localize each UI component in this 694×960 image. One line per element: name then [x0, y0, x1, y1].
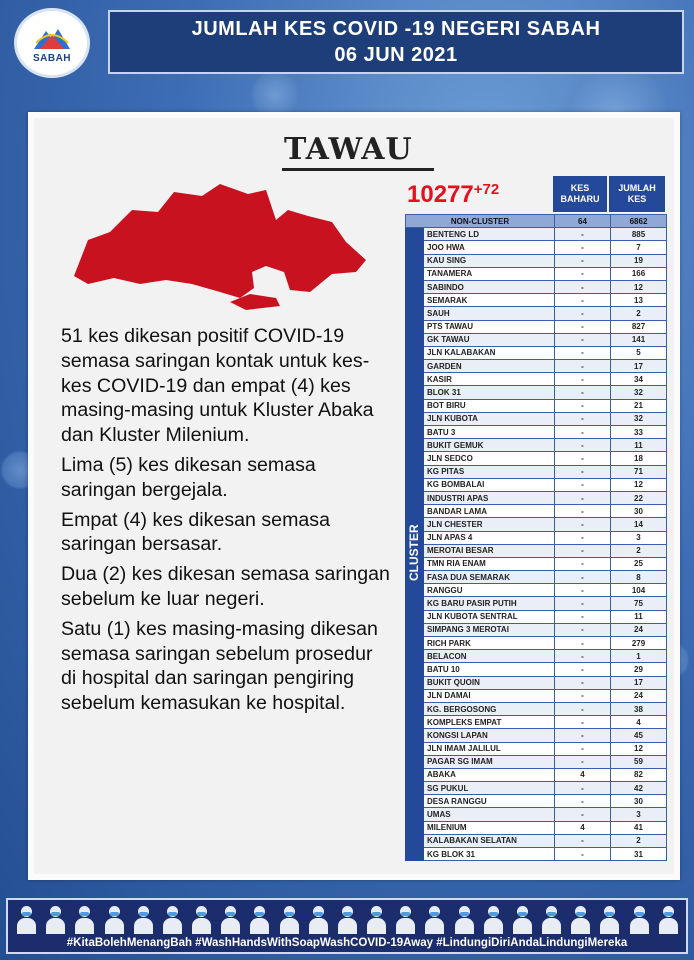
- cluster-row: [406, 518, 667, 531]
- row-new: 4: [555, 768, 611, 781]
- cluster-row: [406, 729, 667, 742]
- page-header: [108, 10, 684, 74]
- row-name: KG BOMBALAI: [424, 478, 555, 491]
- row-name: SEMARAK: [424, 294, 555, 307]
- row-new: -: [555, 571, 611, 584]
- person-icon: [337, 904, 357, 934]
- row-name: KAU SING: [424, 254, 555, 267]
- row-total: 885: [611, 228, 667, 241]
- row-total: 38: [611, 702, 667, 715]
- cluster-row: [406, 505, 667, 518]
- row-new: -: [555, 755, 611, 768]
- row-total: 24: [611, 689, 667, 702]
- cluster-row: [406, 597, 667, 610]
- row-name: KASIR: [424, 373, 555, 386]
- cluster-row: [406, 571, 667, 584]
- sabah-health-logo: [14, 8, 90, 78]
- cluster-row: [406, 795, 667, 808]
- row-total: 32: [611, 412, 667, 425]
- row-total: 33: [611, 426, 667, 439]
- person-icon: [570, 904, 590, 934]
- row-total: 2: [611, 544, 667, 557]
- row-new: -: [555, 478, 611, 491]
- row-new: -: [555, 557, 611, 570]
- cluster-row: [406, 294, 667, 307]
- row-total: 25: [611, 557, 667, 570]
- row-total: 45: [611, 729, 667, 742]
- row-name: KOMPLEKS EMPAT: [424, 716, 555, 729]
- page-date: 06 JUN 2021: [334, 44, 458, 66]
- cluster-row: [406, 584, 667, 597]
- district-title: TAWAU: [284, 132, 413, 167]
- row-name: JLN CHESTER: [424, 518, 555, 531]
- cluster-row: [406, 399, 667, 412]
- hashtags: #KitaBolehMenangBah #WashHandsWithSoapWashCOVID-19Away #LindungiDiriAndaLindungiMereka: [66, 937, 628, 949]
- description-paragraph: Dua (2) kes dikesan semasa saringan sebelum ke luar negeri.: [61, 563, 390, 610]
- sabah-health-logo-icon: [30, 23, 74, 53]
- row-name: PAGAR SG IMAM: [424, 755, 555, 768]
- row-total: 13: [611, 294, 667, 307]
- total-cases: [407, 181, 499, 209]
- row-new: -: [555, 650, 611, 663]
- cluster-row: [406, 689, 667, 702]
- row-new: -: [555, 544, 611, 557]
- row-name: TMN RIA ENAM: [424, 557, 555, 570]
- cluster-row: [406, 742, 667, 755]
- row-new: -: [555, 426, 611, 439]
- person-icon: [483, 904, 503, 934]
- row-name: SAUH: [424, 307, 555, 320]
- row-total: 30: [611, 505, 667, 518]
- case-description: [61, 324, 391, 721]
- row-name: RANGGU: [424, 584, 555, 597]
- row-name: KALABAKAN SELATAN: [424, 834, 555, 847]
- non-cluster-row: [406, 215, 667, 228]
- row-total: 19: [611, 254, 667, 267]
- row-name: KG PITAS: [424, 465, 555, 478]
- person-icon: [104, 904, 124, 934]
- row-new: -: [555, 676, 611, 689]
- row-name: JLN KUBOTA SENTRAL: [424, 610, 555, 623]
- cluster-row: [406, 676, 667, 689]
- page-title: JUMLAH KES COVID -19 NEGERI SABAH: [191, 18, 601, 40]
- row-total: 6862: [611, 215, 667, 228]
- row-total: 21: [611, 399, 667, 412]
- cluster-row: [406, 557, 667, 570]
- cluster-row: [406, 412, 667, 425]
- row-name: INDUSTRI APAS: [424, 491, 555, 504]
- row-new: -: [555, 491, 611, 504]
- person-icon: [249, 904, 269, 934]
- cluster-row: [406, 531, 667, 544]
- row-new: -: [555, 702, 611, 715]
- row-name: JOO HWA: [424, 241, 555, 254]
- row-total: 31: [611, 848, 667, 861]
- row-new: -: [555, 848, 611, 861]
- row-total: 12: [611, 742, 667, 755]
- row-name: BATU 10: [424, 663, 555, 676]
- row-name: BENTENG LD: [424, 228, 555, 241]
- row-total: 7: [611, 241, 667, 254]
- cluster-row: [406, 307, 667, 320]
- footer-banner: [6, 898, 688, 954]
- row-total: 75: [611, 597, 667, 610]
- cluster-row: [406, 491, 667, 504]
- row-new: -: [555, 452, 611, 465]
- row-new: -: [555, 610, 611, 623]
- frontliners-silhouette-icon: [16, 902, 678, 934]
- row-new: -: [555, 795, 611, 808]
- person-icon: [16, 904, 36, 934]
- row-total: 17: [611, 676, 667, 689]
- cluster-row: [406, 848, 667, 861]
- row-new: -: [555, 531, 611, 544]
- row-name: NON-CLUSTER: [406, 215, 555, 228]
- row-new: -: [555, 584, 611, 597]
- row-new: -: [555, 439, 611, 452]
- row-name: UMAS: [424, 808, 555, 821]
- cluster-row: [406, 386, 667, 399]
- person-icon: [220, 904, 240, 934]
- row-total: 59: [611, 755, 667, 768]
- cluster-row: [406, 241, 667, 254]
- cluster-row: [406, 426, 667, 439]
- person-icon: [162, 904, 182, 934]
- row-name: JLN DAMAI: [424, 689, 555, 702]
- row-name: KG BLOK 31: [424, 848, 555, 861]
- description-paragraph: 51 kes dikesan positif COVID-19 semasa saringan kontak untuk kes-kes COVID-19 dan empat (4) kes masing-masing untuk Kluster Abaka dan Kluster Milenium.: [61, 325, 374, 447]
- cluster-row: [406, 716, 667, 729]
- logo-text: SABAH: [32, 52, 72, 64]
- row-name: KG BARU PASIR PUTIH: [424, 597, 555, 610]
- cluster-label: CLUSTER: [407, 524, 421, 582]
- cluster-row: [406, 254, 667, 267]
- row-new: -: [555, 360, 611, 373]
- row-total: 11: [611, 439, 667, 452]
- row-name: BANDAR LAMA: [424, 505, 555, 518]
- cluster-row: [406, 821, 667, 834]
- row-total: 827: [611, 320, 667, 333]
- cluster-row: [406, 650, 667, 663]
- row-name: FASA DUA SEMARAK: [424, 571, 555, 584]
- row-new: -: [555, 663, 611, 676]
- row-total: 4: [611, 716, 667, 729]
- row-name: JLN IMAM JALILUL: [424, 742, 555, 755]
- row-name: BUKIT QUOIN: [424, 676, 555, 689]
- row-total: 41: [611, 821, 667, 834]
- cluster-row: [406, 478, 667, 491]
- cluster-row: [406, 637, 667, 650]
- header-line: BAHARU: [560, 194, 600, 204]
- cluster-row: [406, 768, 667, 781]
- person-icon: [45, 904, 65, 934]
- description-paragraph: Empat (4) kes dikesan semasa saringan bersasar.: [61, 508, 330, 556]
- row-new: -: [555, 808, 611, 821]
- person-icon: [454, 904, 474, 934]
- cluster-row: [406, 439, 667, 452]
- cluster-row: [406, 452, 667, 465]
- row-total: 34: [611, 373, 667, 386]
- row-new: -: [555, 505, 611, 518]
- row-total: 104: [611, 584, 667, 597]
- row-total: 29: [611, 663, 667, 676]
- row-new: -: [555, 373, 611, 386]
- cluster-row: [406, 280, 667, 293]
- row-new: -: [555, 729, 611, 742]
- cluster-row: [406, 228, 667, 241]
- row-total: 1: [611, 650, 667, 663]
- row-name: GARDEN: [424, 360, 555, 373]
- row-name: JLN KALABAKAN: [424, 346, 555, 359]
- row-new: -: [555, 386, 611, 399]
- row-total: 2: [611, 834, 667, 847]
- cluster-row: [406, 755, 667, 768]
- total-cases-header: [609, 176, 665, 212]
- row-name: BATU 3: [424, 426, 555, 439]
- row-total: 141: [611, 333, 667, 346]
- cluster-row: [406, 702, 667, 715]
- person-icon: [74, 904, 94, 934]
- row-name: ABAKA: [424, 768, 555, 781]
- row-total: 14: [611, 518, 667, 531]
- person-icon: [424, 904, 444, 934]
- total-value: 10277: [407, 181, 474, 208]
- row-name: TANAMERA: [424, 267, 555, 280]
- description-paragraph: Satu (1) kes masing-masing dikesan semasa saringan sebelum prosedur di hospital dan saringan pengiring sebelum kemasukan ke hospital.: [61, 617, 378, 715]
- row-total: 71: [611, 465, 667, 478]
- row-name: KONGSI LAPAN: [424, 729, 555, 742]
- row-name: SABINDO: [424, 280, 555, 293]
- row-new: -: [555, 834, 611, 847]
- person-icon: [308, 904, 328, 934]
- person-icon: [133, 904, 153, 934]
- row-new: -: [555, 689, 611, 702]
- person-icon: [512, 904, 532, 934]
- row-name: PTS TAWAU: [424, 320, 555, 333]
- person-icon: [279, 904, 299, 934]
- row-total: 3: [611, 808, 667, 821]
- row-new: -: [555, 280, 611, 293]
- row-name: JLN KUBOTA: [424, 412, 555, 425]
- title-underline: [282, 168, 434, 171]
- cluster-row: [406, 610, 667, 623]
- row-name: MEROTAI BESAR: [424, 544, 555, 557]
- row-total: 11: [611, 610, 667, 623]
- cluster-row: [406, 360, 667, 373]
- row-new: -: [555, 637, 611, 650]
- row-new: -: [555, 623, 611, 636]
- header-line: KES: [627, 194, 647, 204]
- row-total: 3: [611, 531, 667, 544]
- row-new: -: [555, 346, 611, 359]
- row-new: -: [555, 254, 611, 267]
- cluster-row: [406, 834, 667, 847]
- row-new: -: [555, 333, 611, 346]
- header-line: KES: [570, 183, 590, 193]
- row-name: MILENIUM: [424, 821, 555, 834]
- row-total: 42: [611, 782, 667, 795]
- row-total: 8: [611, 571, 667, 584]
- row-total: 5: [611, 346, 667, 359]
- row-new: -: [555, 294, 611, 307]
- row-total: 12: [611, 478, 667, 491]
- row-new: -: [555, 241, 611, 254]
- row-name: BELACON: [424, 650, 555, 663]
- row-name: RICH PARK: [424, 637, 555, 650]
- person-icon: [395, 904, 415, 934]
- row-new: -: [555, 518, 611, 531]
- row-new: -: [555, 307, 611, 320]
- row-new: 4: [555, 821, 611, 834]
- new-cases-header: [553, 176, 607, 212]
- total-increase: +72: [473, 181, 500, 198]
- row-name: DESA RANGGU: [424, 795, 555, 808]
- description-paragraph: Lima (5) kes dikesan semasa saringan bergejala.: [61, 453, 316, 501]
- row-name: JLN SEDCO: [424, 452, 555, 465]
- row-name: KG. BERGOSONG: [424, 702, 555, 715]
- row-new: -: [555, 399, 611, 412]
- tawau-map-icon: [70, 180, 370, 316]
- row-name: BOT BIRU: [424, 399, 555, 412]
- person-icon: [658, 904, 678, 934]
- row-new: -: [555, 782, 611, 795]
- cluster-row: [406, 320, 667, 333]
- row-total: 24: [611, 623, 667, 636]
- person-icon: [191, 904, 211, 934]
- row-new: -: [555, 742, 611, 755]
- cluster-row: [406, 333, 667, 346]
- row-new: -: [555, 716, 611, 729]
- row-new: -: [555, 320, 611, 333]
- district-card: [28, 112, 680, 880]
- row-total: 32: [611, 386, 667, 399]
- person-icon: [599, 904, 619, 934]
- row-new: -: [555, 597, 611, 610]
- cluster-row: [406, 782, 667, 795]
- row-new: -: [555, 465, 611, 478]
- cluster-row: [406, 465, 667, 478]
- cluster-table: [405, 214, 667, 861]
- cluster-row: [406, 623, 667, 636]
- row-total: 30: [611, 795, 667, 808]
- row-name: JLN APAS 4: [424, 531, 555, 544]
- row-total: 12: [611, 280, 667, 293]
- row-total: 17: [611, 360, 667, 373]
- row-total: 18: [611, 452, 667, 465]
- cluster-row: [406, 373, 667, 386]
- cluster-row: [406, 808, 667, 821]
- person-icon: [366, 904, 386, 934]
- row-total: 2: [611, 307, 667, 320]
- row-total: 279: [611, 637, 667, 650]
- cluster-row: [406, 267, 667, 280]
- row-new: -: [555, 412, 611, 425]
- person-icon: [541, 904, 561, 934]
- row-name: GK TAWAU: [424, 333, 555, 346]
- cluster-row: [406, 544, 667, 557]
- person-icon: [629, 904, 649, 934]
- row-new: -: [555, 267, 611, 280]
- row-new: -: [555, 228, 611, 241]
- row-name: BUKIT GEMUK: [424, 439, 555, 452]
- row-name: SIMPANG 3 MEROTAI: [424, 623, 555, 636]
- row-new: 64: [555, 215, 611, 228]
- header-line: JUMLAH: [618, 183, 656, 193]
- row-total: 22: [611, 491, 667, 504]
- row-name: BLOK 31: [424, 386, 555, 399]
- cluster-row: [406, 663, 667, 676]
- row-name: SG PUKUL: [424, 782, 555, 795]
- row-total: 82: [611, 768, 667, 781]
- row-total: 166: [611, 267, 667, 280]
- cluster-row: [406, 346, 667, 359]
